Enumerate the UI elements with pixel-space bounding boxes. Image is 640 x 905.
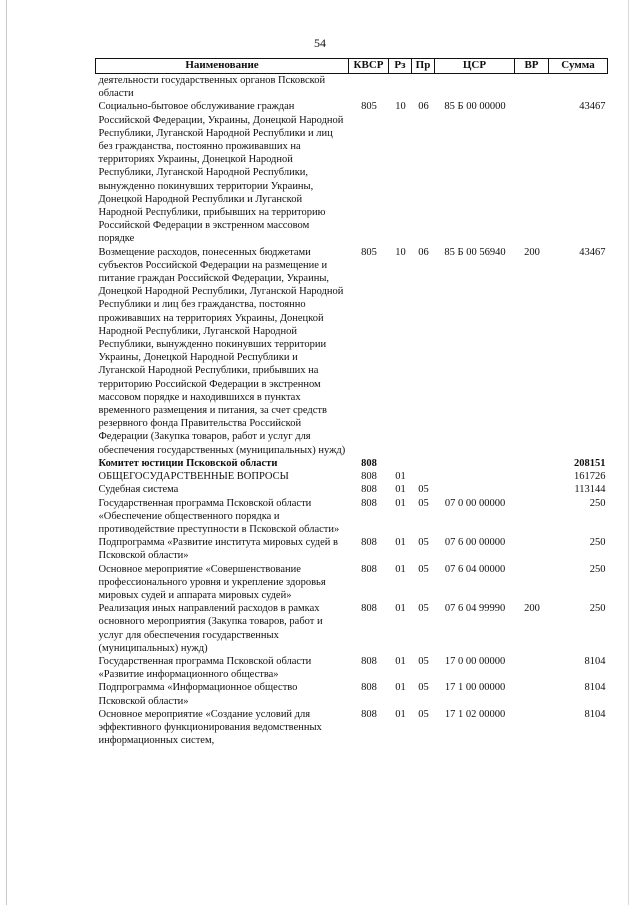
page-number: 54: [314, 36, 326, 50]
cell-name: Подпрограмма «Информационное общество Псковской области»: [98, 682, 298, 707]
column-header-pr: Пр: [412, 59, 435, 74]
cell-rz: 01: [395, 497, 406, 509]
cell-pr: [412, 470, 435, 483]
cell-rz: 10: [395, 246, 406, 258]
table-row: [96, 708, 608, 748]
cell-csr: [435, 457, 515, 470]
cell-pr: 05: [418, 655, 429, 667]
cell-vr: 200: [524, 246, 540, 258]
cell-vr: [515, 497, 549, 537]
table-row: [96, 497, 608, 537]
cell-kvsr: 805: [361, 246, 377, 258]
cell-pr: 05: [418, 484, 429, 496]
table-row: [96, 246, 608, 457]
cell-name: деятельности государственных органов Псковской области: [98, 75, 326, 100]
cell-kvsr: 808: [361, 682, 377, 694]
cell-kvsr: 808: [361, 457, 377, 469]
cell-kvsr: 808: [361, 563, 377, 575]
cell-kvsr: 808: [361, 497, 377, 509]
cell-pr: 05: [418, 603, 429, 615]
cell-sum: 8104: [584, 682, 606, 694]
cell-rz: [389, 74, 412, 101]
cell-sum: 161726: [574, 471, 606, 483]
table-row: [96, 563, 608, 603]
cell-vr: [515, 74, 549, 101]
cell-sum: 113144: [574, 484, 606, 496]
column-header-sum: Сумма: [549, 59, 608, 74]
table-header: [96, 59, 608, 74]
column-header-rz: Рз: [389, 59, 412, 74]
cell-sum: 43467: [579, 246, 606, 258]
cell-name: Подпрограмма «Развитие института мировых судей в Псковской области»: [98, 537, 338, 562]
cell-csr: 85 Б 00 00000: [444, 101, 506, 113]
cell-kvsr: 808: [361, 471, 377, 483]
cell-name: Возмещение расходов, понесенных бюджетами субъектов Российской Федерации на размещение и питание граждан Российской Федерации, Украины, Донецкой Народной Республики, Луганской Народной Республики и лиц без гражданства, постоянно проживавших на территориях Украины, Донецкой Народной Республики, Луганской Народной Республики, вынужденно покинувших территории Украины, Донецкой Народной Республики и Луганской Народной Республики, прибывших на территорию Российской Федерации в экстренном массовом порядке и находившихся в пунктах временного размещения и питания, за счет средств резервного фонда Правительства Российской Федерации (Закупка товаров, работ и услуг для обеспечения государственных (муниципальных) нужд): [98, 246, 346, 456]
cell-rz: 01: [395, 682, 406, 694]
cell-name: ОБЩЕГОСУДАРСТВЕННЫЕ ВОПРОСЫ: [98, 471, 289, 483]
cell-pr: 05: [418, 682, 429, 694]
cell-sum: 250: [589, 537, 606, 549]
cell-vr: [515, 563, 549, 603]
table-row: [96, 457, 608, 470]
cell-name: Судебная система: [98, 484, 179, 496]
cell-pr: 05: [418, 537, 429, 549]
table-row: [96, 74, 608, 101]
cell-vr: [515, 100, 549, 245]
cell-pr: 06: [418, 246, 429, 258]
cell-vr: [515, 708, 549, 748]
cell-rz: [389, 457, 412, 470]
cell-kvsr: 808: [361, 484, 377, 496]
column-header-name: Наименование: [96, 59, 349, 74]
cell-name: Комитет юстиции Псковской области: [98, 457, 278, 469]
cell-kvsr: 805: [361, 101, 377, 113]
cell-name: Государственная программа Псковской области «Обеспечение общественного порядка и противодействие преступности в Псковской области»: [98, 497, 340, 535]
cell-rz: 01: [395, 537, 406, 549]
column-header-vr: ВР: [515, 59, 549, 74]
cell-sum: 208151: [574, 457, 606, 469]
cell-rz: 01: [395, 655, 406, 667]
cell-csr: 07 0 00 00000: [444, 497, 506, 509]
cell-csr: 07 6 00 00000: [444, 537, 506, 549]
cell-csr: 85 Б 00 56940: [444, 246, 506, 258]
cell-vr: [515, 470, 549, 483]
cell-kvsr: 808: [361, 655, 377, 667]
cell-kvsr: 808: [361, 537, 377, 549]
cell-vr: [515, 681, 549, 707]
cell-sum: 250: [589, 563, 606, 575]
table-row: [96, 483, 608, 496]
cell-sum: 8104: [584, 708, 606, 720]
cell-vr: [515, 536, 549, 562]
cell-pr: [412, 457, 435, 470]
cell-vr: [515, 483, 549, 496]
cell-csr: [435, 74, 515, 101]
cell-rz: 01: [395, 603, 406, 615]
table-row: [96, 536, 608, 562]
table-row: [96, 681, 608, 707]
cell-sum: 250: [589, 497, 606, 509]
cell-name: Реализация иных направлений расходов в рамках основного мероприятия (Закупка товаров, работ и услуг для обеспечения государственных (муниципальных) нужд): [98, 603, 323, 654]
cell-pr: 05: [418, 563, 429, 575]
cell-sum: 250: [589, 603, 606, 615]
cell-csr: [435, 470, 515, 483]
cell-csr: 17 0 00 00000: [444, 655, 506, 667]
scan-edge-right: [628, 0, 629, 905]
cell-name: Социально-бытовое обслуживание граждан Российской Федерации, Украины, Донецкой Народной Республики, Луганской Народной Республики и лиц без гражданства, постоянно проживавших на территориях Украины, Донецкой Народной Республики, Луганской Народной Республики, вынужденно покинувших территории Украины, Донецкой Народной Республики и Луганской Народной Республики, прибывших на территорию Российской Федерации в экстренном массовом порядке: [98, 101, 344, 245]
table-row: [96, 470, 608, 483]
cell-csr: 17 1 02 00000: [444, 708, 506, 720]
cell-name: Государственная программа Псковской области «Развитие информационного общества»: [98, 655, 312, 681]
cell-name: Основное мероприятие «Создание условий для эффективного функционирования ведомственных информационных систем,: [98, 708, 322, 747]
cell-rz: 01: [395, 563, 406, 575]
cell-rz: 10: [395, 101, 406, 113]
cell-pr: 05: [418, 708, 429, 720]
cell-kvsr: 808: [361, 603, 377, 615]
cell-vr: [515, 457, 549, 470]
table-row: [96, 655, 608, 681]
table-row: [96, 602, 608, 655]
cell-kvsr: 808: [361, 708, 377, 720]
cell-kvsr: [349, 74, 389, 101]
column-header-kvsr: КВСР: [349, 59, 389, 74]
cell-csr: 07 6 04 00000: [444, 563, 506, 575]
cell-csr: 07 6 04 99990: [444, 603, 506, 615]
cell-csr: [435, 483, 515, 496]
cell-pr: 06: [418, 101, 429, 113]
cell-vr: 200: [524, 603, 540, 615]
scan-edge-left: [6, 0, 7, 905]
cell-csr: 17 1 00 00000: [444, 682, 506, 694]
cell-sum: 8104: [584, 655, 606, 667]
cell-rz: 01: [395, 708, 406, 720]
cell-rz: 01: [395, 484, 406, 496]
cell-sum: [549, 74, 608, 101]
cell-pr: 05: [418, 497, 429, 509]
column-header-csr: ЦСР: [435, 59, 515, 74]
cell-rz: 01: [395, 471, 406, 483]
table-row: [96, 100, 608, 245]
cell-sum: 43467: [579, 101, 606, 113]
cell-vr: [515, 655, 549, 681]
table-body: [96, 74, 608, 748]
cell-name: Основное мероприятие «Совершенствование профессионального уровня и укрепление здоровья мировых судей и аппарата мировых судей»: [98, 563, 326, 601]
cell-pr: [412, 74, 435, 101]
budget-table: [95, 58, 608, 747]
